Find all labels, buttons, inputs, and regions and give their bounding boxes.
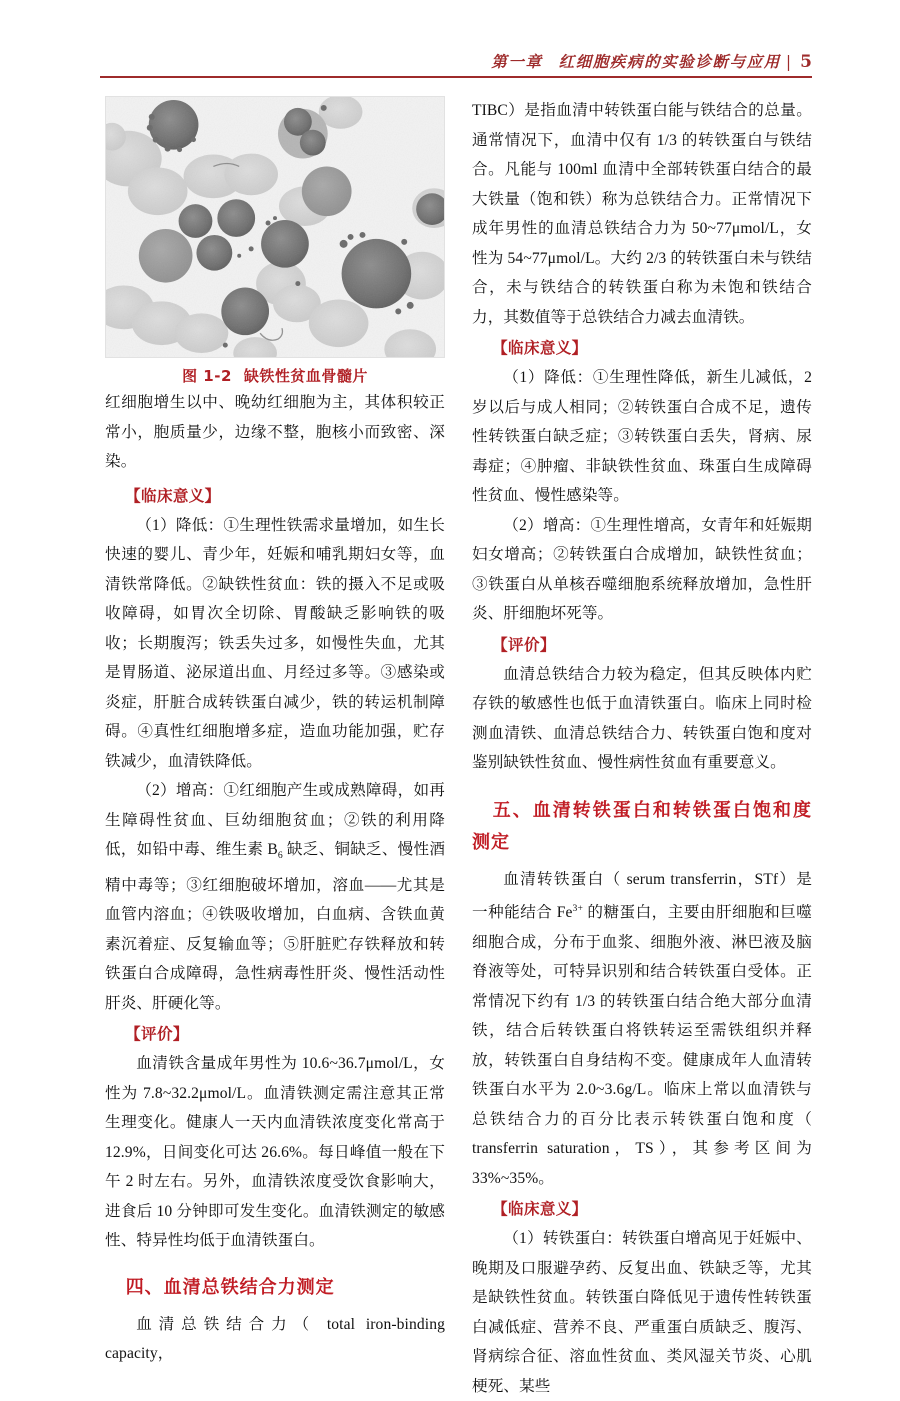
section-five-paragraph — [472, 865, 812, 1194]
fe3plus-superscript: 3+ — [572, 903, 584, 914]
right-evaluation-heading: 【评价】 — [492, 635, 556, 654]
figure-caption-title — [105, 365, 445, 386]
right-clinical-paragraph-1: （1）降低：①生理性降低，新生儿减低，2 岁以后与成人相同；②转铁蛋白合成不足，遗传性转铁蛋白缺乏症；③转铁蛋白丢失，肾病、尿毒症；④肿瘤、非缺铁性贫血、珠蛋白生成障碍性贫血、慢性感染等。 — [472, 369, 812, 504]
left-clinical-p2-part1: （2）增高：①红细胞产生或成熟障碍，如再生障碍性贫血、巨幼细胞贫血；②铁的利用降低，如铅中毒、维生素 B — [105, 782, 445, 858]
header-title: 红细胞疾病的实验诊断与应用 — [558, 52, 781, 71]
left-clinical-significance-heading: 【临床意义】 — [125, 486, 221, 505]
right-evaluation-paragraph: 血清总铁结合力较为稳定，但其反映体内贮存铁的敏感性也低于血清铁蛋白。临床上同时检测血清铁、血清总铁结合力、转铁蛋白饱和度对鉴别缺铁性贫血、慢性病性贫血有重要意义。 — [472, 665, 812, 771]
left-evaluation-paragraph: 血清铁含量成年男性为 10.6~36.7μmol/L，女性为 7.8~32.2μmol/L。血清铁测定需注意其正常生理变化。健康人一天内血清铁浓度变化常高于 12.9%，日间变化可达 26.6%。每日峰值一般在下午 2 时左右。另外，血清铁浓度受饮食影响大，进食后 10 分钟即可发生变化。血清铁测定的敏感性、特异性均低于血清铁蛋白。 — [105, 1055, 445, 1250]
header-separator: | — [785, 53, 792, 71]
right-clinical-significance-heading-2: 【临床意义】 — [492, 1200, 588, 1219]
running-head — [491, 50, 812, 72]
vitamin-b6-subscript: 6 — [277, 850, 283, 862]
figure-1-2 — [105, 96, 445, 477]
figure-title: 缺铁性贫血骨髓片 — [243, 367, 368, 385]
page-number: 5 — [800, 52, 812, 72]
right-clinical-paragraph-3: （1）转铁蛋白：转铁蛋白增高见于妊娠中、晚期及口服避孕药、反复出血、铁缺乏等，尤其是缺铁性贫血。转铁蛋白降低见于遗传性转铁蛋白减低症、营养不良、严重蛋白质缺乏、腹泻、肾病综合征、溶血性贫血、类风湿关节炎、心肌梗死、某些 — [472, 1230, 812, 1395]
header-rule — [100, 76, 812, 78]
figure-number: 图 1-2 — [182, 367, 232, 385]
right-column — [472, 96, 812, 1401]
right-clinical-paragraph-2: （2）增高：①生理性增高，女青年和妊娠期妇女增高；②转铁蛋白合成增加，缺铁性贫血；③铁蛋白从单核吞噬细胞系统释放增加，急性肝炎、肝细胞坏死等。 — [472, 516, 812, 622]
section-five-part1: 血清转铁蛋白（ serum transferrin，STf）是一种能结合 Fe — [472, 870, 812, 922]
header-chapter-label: 第一章 — [491, 52, 543, 71]
left-clinical-paragraph-1: （1）降低：①生理性铁需求量增加，如生长快速的婴儿、青少年，妊娠和哺乳期妇女等，血清铁常降低。②缺铁性贫血：铁的摄入不足或吸收障碍，如胃次全切除、胃酸缺乏影响铁的吸收；长期腹泻；铁丢失过多，如慢性失血，尤其是胃肠道、泌尿道出血、月经过多等。③感染或炎症，肝脏合成转铁蛋白减少，铁的转运机制障碍。④真性红细胞增多症，造血功能加强，贮存铁减少，血清铁降低。 — [105, 516, 445, 770]
section-heading-five: 五、血清转铁蛋白和转铁蛋白饱和度测定 — [472, 799, 812, 853]
bone-marrow-smear-image — [105, 96, 445, 358]
left-column — [105, 96, 445, 1369]
page-header — [100, 44, 812, 78]
left-clinical-paragraph-2 — [105, 776, 445, 1018]
right-clinical-significance-heading: 【临床意义】 — [492, 339, 588, 357]
section-five-part2: 的糖蛋白，主要由肝细胞和巨噬细胞合成，分布于血浆、细胞外液、淋巴液及脑脊液等处，可特异识别和结合转铁蛋白受体。正常情况下约有 1/3 的转铁蛋白结合绝大部分血清铁，结合后转铁蛋白将铁转运至需铁组织并释放，转铁蛋白自身结构不变。健康成年人血清转铁蛋白水平为 2.0~3.6g/L。临床上常以血清铁与总铁结合力的百分比表示转铁蛋白饱和度（ transferrin saturation，TS），其参考区间为 33%~35%。 — [472, 904, 812, 1187]
figure-caption-body: 红细胞增生以中、晚幼红细胞为主，其体积较正常小，胞质量少，边缘不整，胞核小而致密、深染。 — [105, 394, 445, 470]
left-clinical-p2-part2: 缺乏、铜缺乏、慢性酒精中毒等；③红细胞破坏增加，溶血——尤其是血管内溶血；④铁吸收增加，白血病、含铁血黄素沉着症、反复输血等；⑤肝脏贮存铁释放和转铁蛋白合成障碍，急性病毒性肝炎、慢性活动性肝炎、肝硬化等。 — [105, 841, 446, 1012]
right-continued-paragraph: TIBC）是指血清中转铁蛋白能与铁结合的总量。通常情况下，血清中仅有 1/3 的转铁蛋白与铁结合。凡能与 100ml 血清中全部转铁蛋白结合的最大铁量（饱和铁）称为总铁结合力。正常情况下成年男性的血清总铁结合力为 50~77μmol/L，女性为 54~77μmol/L。大约 2/3 的转铁蛋白未与铁结合，未与铁结合的转铁蛋白称为未饱和铁结合力，其数值等于总铁结合力减去血清铁。 — [472, 102, 812, 326]
section-four-paragraph: 血清总铁结合力（ total iron-binding capacity， — [105, 1315, 445, 1363]
section-heading-four: 四、血清总铁结合力测定 — [125, 1276, 335, 1298]
left-evaluation-heading: 【评价】 — [125, 1025, 189, 1044]
